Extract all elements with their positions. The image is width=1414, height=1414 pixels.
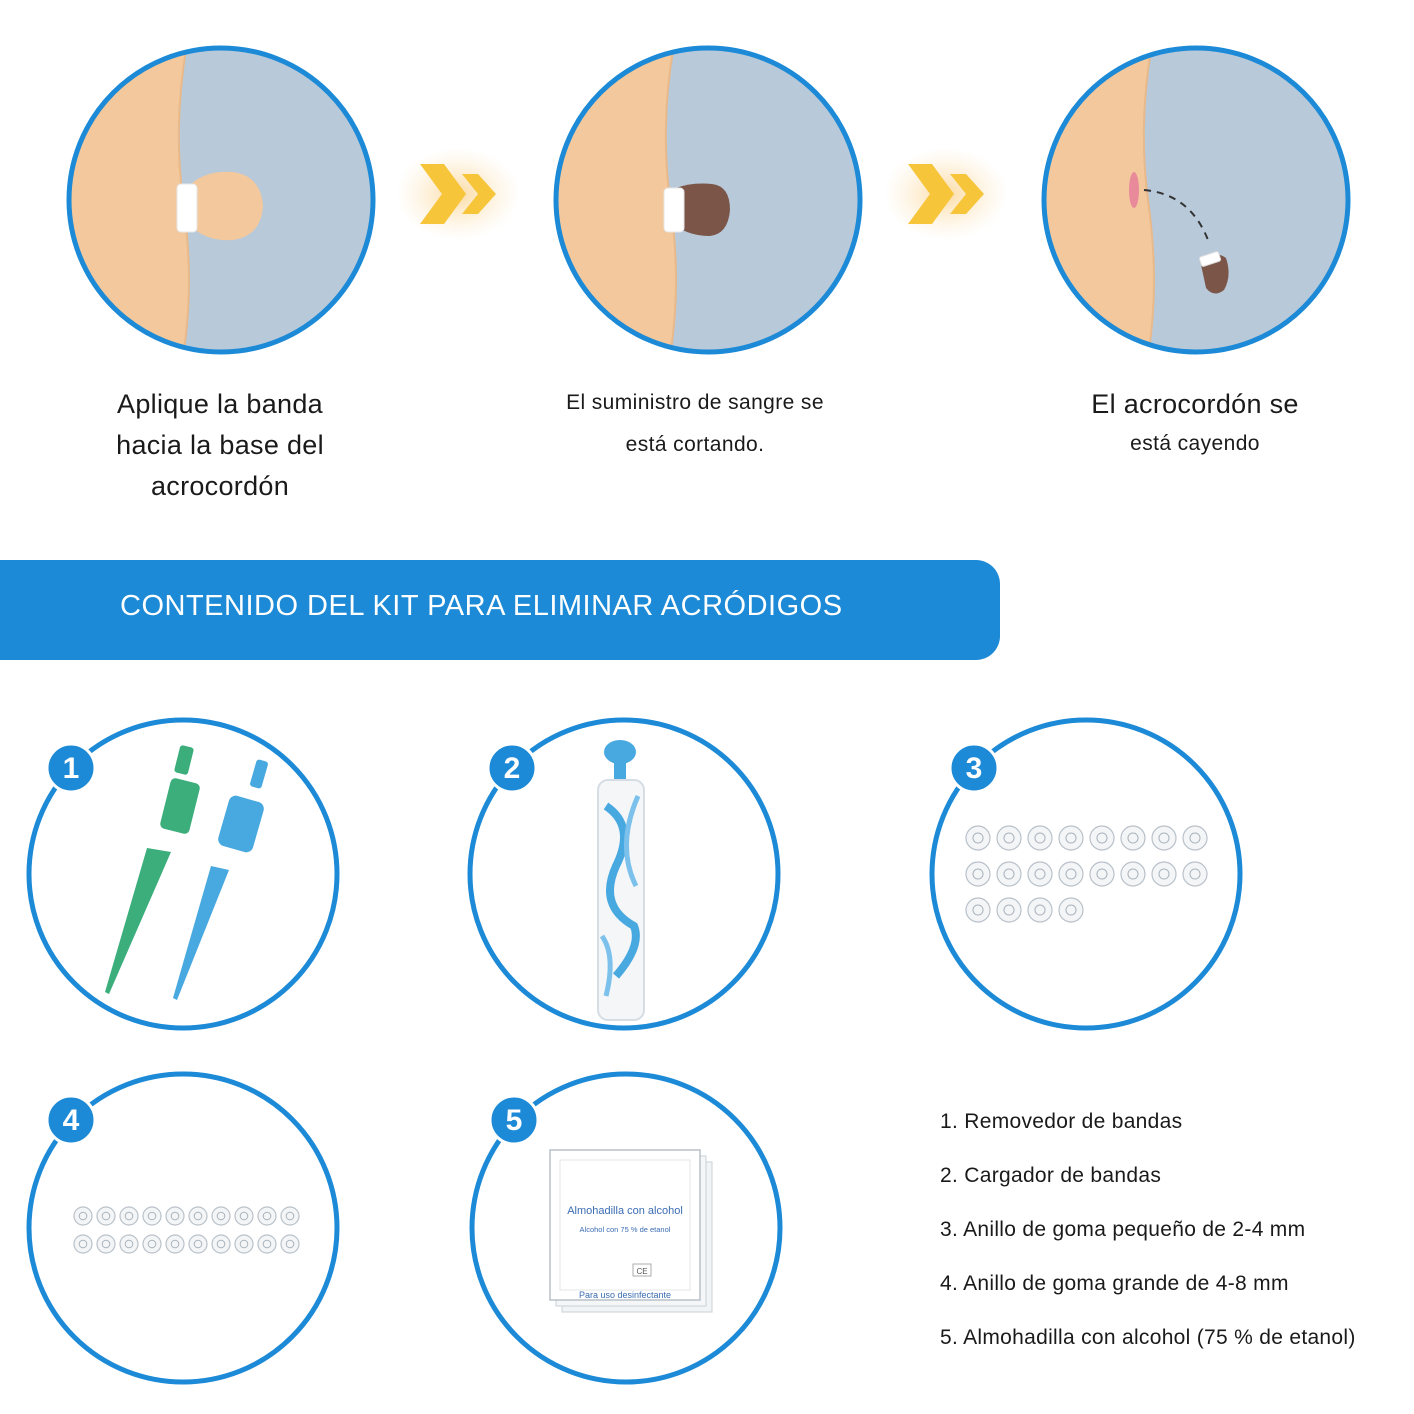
legend-item-4: 4. Anillo de goma grande de 4-8 mm xyxy=(940,1272,1289,1295)
rubber-ring xyxy=(1183,862,1207,886)
rubber-ring xyxy=(120,1207,138,1225)
rubber-ring xyxy=(1152,862,1176,886)
pad-footer: Para uso desinfectante xyxy=(578,1290,672,1300)
step-3-caption: El acrocordón se está cayendo xyxy=(1091,389,1299,455)
rubber-ring xyxy=(120,1235,138,1253)
pad-subtitle: Alcohol con 75 % de etanol xyxy=(579,1225,671,1234)
rubber-ring xyxy=(74,1235,92,1253)
kit-number-4: 4 xyxy=(62,1104,80,1137)
rubber-ring xyxy=(966,826,990,850)
legend-item-5: 5. Almohadilla con alcohol (75 % de etanol) xyxy=(940,1326,1356,1349)
rubber-ring xyxy=(74,1207,92,1225)
step-1-illustration xyxy=(65,44,377,356)
rubber-ring xyxy=(1152,826,1176,850)
step-3-illustration xyxy=(1040,44,1352,356)
rubber-ring xyxy=(281,1235,299,1253)
rubber-ring xyxy=(235,1207,253,1225)
rubber-ring xyxy=(189,1235,207,1253)
rubber-ring xyxy=(997,826,1021,850)
rubber-ring xyxy=(1059,862,1083,886)
rubber-ring xyxy=(97,1235,115,1253)
step-2-caption: El suministro de sangre se está cortando. xyxy=(566,391,824,456)
rubber-ring xyxy=(143,1235,161,1253)
step-2-illustration xyxy=(552,44,864,356)
kit-item-1 xyxy=(25,716,341,1032)
rubber-ring xyxy=(143,1207,161,1225)
kit-item-4 xyxy=(25,1070,341,1386)
banner-title: CONTENIDO DEL KIT PARA ELIMINAR ACRÓDIGOS xyxy=(120,590,843,622)
kit-item-5 xyxy=(468,1070,784,1386)
rubber-ring xyxy=(1121,862,1145,886)
kit-number-1: 1 xyxy=(62,752,80,785)
rubber-ring xyxy=(212,1235,230,1253)
kit-number-5: 5 xyxy=(505,1104,523,1137)
rubber-ring xyxy=(1183,826,1207,850)
rubber-ring xyxy=(258,1207,276,1225)
legend-item-2: 2. Cargador de bandas xyxy=(940,1164,1162,1187)
rubber-ring xyxy=(1059,826,1083,850)
kit-number-3: 3 xyxy=(965,752,983,785)
rubber-ring xyxy=(997,862,1021,886)
rubber-ring xyxy=(258,1235,276,1253)
rubber-ring xyxy=(1121,826,1145,850)
pad-title: Almohadilla con alcohol xyxy=(567,1205,683,1217)
legend-item-1: 1. Removedor de bandas xyxy=(940,1110,1183,1133)
band-loader-pen-icon xyxy=(598,740,644,1020)
kit-legend xyxy=(940,1095,1400,1365)
kit-item-3 xyxy=(928,716,1244,1032)
rubber-ring xyxy=(97,1207,115,1225)
rubber-ring xyxy=(1090,862,1114,886)
rubber-ring xyxy=(212,1207,230,1225)
rubber-ring xyxy=(997,898,1021,922)
kit-item-2 xyxy=(466,716,782,1032)
rubber-ring xyxy=(1028,898,1052,922)
rubber-ring xyxy=(1028,826,1052,850)
band xyxy=(177,184,197,232)
rubber-ring xyxy=(1090,826,1114,850)
rubber-ring xyxy=(966,862,990,886)
step-1-caption: Aplique la banda hacia la base del acrocordón xyxy=(116,389,324,501)
rubber-ring xyxy=(1059,898,1083,922)
rubber-ring xyxy=(235,1235,253,1253)
legend-item-3: 3. Anillo de goma pequeño de 2-4 mm xyxy=(940,1218,1306,1241)
band xyxy=(664,188,684,232)
rubber-ring xyxy=(966,898,990,922)
skin-tag-shape xyxy=(189,172,263,240)
wound-mark xyxy=(1129,172,1139,208)
rubber-ring xyxy=(1028,862,1052,886)
rubber-ring xyxy=(166,1235,184,1253)
rubber-ring xyxy=(281,1207,299,1225)
rubber-ring xyxy=(189,1207,207,1225)
chevron-arrows-icon xyxy=(398,144,528,244)
pad-ce-mark: CE xyxy=(636,1267,648,1276)
kit-number-2: 2 xyxy=(503,752,521,785)
kit-contents-banner xyxy=(0,560,1000,660)
chevron-arrows-icon xyxy=(886,144,1016,244)
rubber-ring xyxy=(166,1207,184,1225)
alcohol-pad-icon xyxy=(550,1150,712,1312)
